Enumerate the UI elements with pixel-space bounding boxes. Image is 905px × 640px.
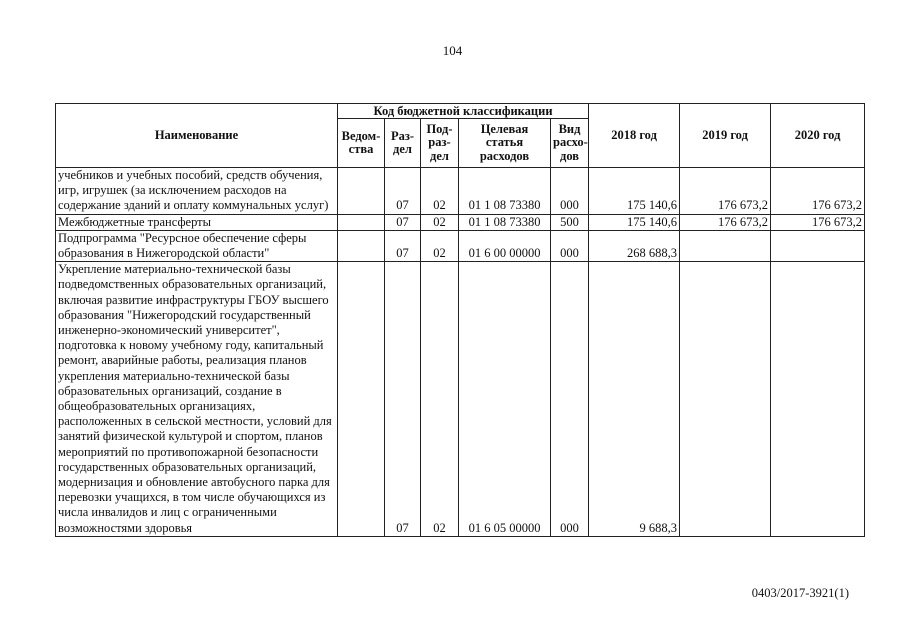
header-vid: Вид расхо-дов [551, 119, 589, 168]
row-podrazdel: 02 [421, 262, 459, 537]
row-name: Межбюджетные трансферты [56, 214, 338, 230]
row-razdel: 07 [385, 168, 421, 215]
row-razdel: 07 [385, 230, 421, 261]
row-vid: 000 [551, 230, 589, 261]
document-code: 0403/2017-3921(1) [751, 586, 849, 600]
header-kbk-group: Код бюджетной классификации [338, 104, 589, 119]
row-2020: 176 673,2 [771, 214, 865, 230]
header-celevaya: Целевая статья расходов [459, 119, 551, 168]
row-celevaya: 01 6 05 00000 [459, 262, 551, 537]
row-vid: 000 [551, 168, 589, 215]
row-2019: 176 673,2 [680, 214, 771, 230]
row-celevaya: 01 1 08 73380 [459, 168, 551, 215]
row-razdel: 07 [385, 214, 421, 230]
table-row [56, 230, 865, 261]
header-2020: 2020 год [771, 104, 865, 168]
row-podrazdel: 02 [421, 230, 459, 261]
page-number: 104 [442, 43, 463, 58]
row-2020 [771, 230, 865, 261]
table-row [56, 168, 865, 215]
header-podrazdel: Под-раз-дел [421, 119, 459, 168]
header-name: Наименование [56, 104, 338, 168]
budget-table [55, 103, 865, 537]
header-2019: 2019 год [680, 104, 771, 168]
row-2020: 176 673,2 [771, 168, 865, 215]
row-2018: 175 140,6 [589, 214, 680, 230]
row-name: учебников и учебных пособий, средств обучения, игр, игрушек (за исключением расходов на содержание зданий и оплату коммунальных услуг) [56, 168, 338, 215]
header-vedomstvo: Ведом-ства [338, 119, 385, 168]
row-2020 [771, 262, 865, 537]
row-name: Подпрограмма "Ресурсное обеспечение сферы образования в Нижегородской области" [56, 230, 338, 261]
row-2019 [680, 262, 771, 537]
row-vedomstvo [338, 230, 385, 261]
row-2019: 176 673,2 [680, 168, 771, 215]
row-vid: 000 [551, 262, 589, 537]
row-2018: 9 688,3 [589, 262, 680, 537]
row-podrazdel: 02 [421, 214, 459, 230]
table-row [56, 262, 865, 537]
table-row [56, 214, 865, 230]
row-2019 [680, 230, 771, 261]
row-name: Укрепление материально-технической базы подведомственных образовательных организаций, включая развитие инфраструктуры ГБОУ высшего образования "Нижегородский государственный инженерно-экономический университет", подготовка к новому учебному году, капитальный ремонт, аварийные работы, реализация планов укрепления материально-технической базы образовательных организаций, создание в общеобразовательных организациях, расположенных в сельской местности, условий для занятий физической культурой и спортом, планов мероприятий по противопожарной безопасности государственных образовательных организаций, модернизация и обновление автобусного парка для перевозки учащихся, в том числе обучающихся из числа инвалидов и лиц с ограниченными возможностями здоровья [56, 262, 338, 537]
row-2018: 175 140,6 [589, 168, 680, 215]
row-celevaya: 01 6 00 00000 [459, 230, 551, 261]
row-vedomstvo [338, 262, 385, 537]
row-razdel: 07 [385, 262, 421, 537]
header-row-top [56, 104, 865, 119]
row-vedomstvo [338, 214, 385, 230]
row-2018: 268 688,3 [589, 230, 680, 261]
row-celevaya: 01 1 08 73380 [459, 214, 551, 230]
row-podrazdel: 02 [421, 168, 459, 215]
row-vedomstvo [338, 168, 385, 215]
row-vid: 500 [551, 214, 589, 230]
header-razdel: Раз-дел [385, 119, 421, 168]
header-2018: 2018 год [589, 104, 680, 168]
